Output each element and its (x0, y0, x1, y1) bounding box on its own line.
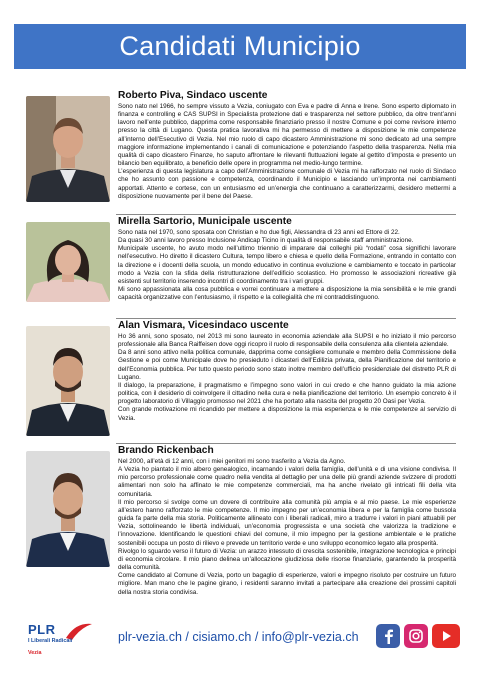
plr-logo (26, 620, 96, 660)
candidate-name: Alan Vismara, Vicesindaco uscente (118, 320, 289, 331)
candidate-photo (26, 451, 110, 567)
logo-vezia: Vezia (28, 650, 42, 656)
bio-paragraph: Mi sono appassionata alla cosa pubblica e vorrei continuare a mettere a disposizione la mia sensibilità e le mie grandi capacità organizzative con l’entusiasmo, il rispetto e la collegialità che mi contraddistinguono. (118, 286, 456, 302)
divider (116, 214, 456, 215)
bio-paragraph: Come candidato al Comune di Vezia, porto un bagaglio di esperienze, valori e impegno risoluto per costruire un futuro migliore. Man mano che le pagine girano, i residenti saranno invitati a partecipare alla creazione dei prossimi capitoli della nostra storia condivisa. (118, 572, 456, 596)
bio-paragraph: Il mio percorso si svolge come un dovere di contribuire alla comunità più ampia e al mio paese. Le mie esperienze all’estero hanno rafforzato le mie competenze. Il mio impegno per un’economia libera e per la famiglia come bussola guida fa parte della mia storia. Politicamente allineato con i liberali radicali, miro a tradurre i valori in piani attuabili per Vezia, sottolineando le libertà individuali, un’economia progressista e una società che valorizza la tradizione e l’innovazione. Identificando le questioni chiavi del comune, il mio impegno per la gestione ambientale e le pratiche sostenibili occupa un posto di rilievo e prevede un territorio verde e uno sviluppo economico legato alla prosperità. (118, 498, 456, 547)
bio-paragraph: Il dialogo, la preparazione, il pragmatismo e l’impegno sono valori in cui credo e che hanno guidato la mia azione politica, con il desiderio di coinvolgere il cittadino nella cura e nella pianificazione del territorio. Un esempio concreto è il progetto laboratorio di Villaggio promosso nel 2021 che ha portato alla nascita del progetto 20 Oasi per Vezia. (118, 381, 456, 406)
youtube-icon[interactable] (432, 624, 460, 648)
candidate-name: Brando Rickenbach (118, 445, 214, 456)
bio-paragraph: Da quasi 30 anni lavoro presso Inclusione Andicap Ticino in qualità di responsabile staff amministrazione. (118, 237, 414, 245)
bio-paragraph: Municipale uscente, ho avuto modo nell’ultimo triennio di imparare dai colleghi più “rodati” cosa significhi lavorare nell’esecutivo. Ho diretto il dicastero Cultura, tempo libero e chiesa e quello della Formazione, entrando in contatto con la direzione e i docenti della scuola, un mondo educativo in continua evoluzione e cambiamento e toccato in particolar modo a Vezia con la sfida della ristrutturazione dell’edificio scolastico. Ho promosso le associazioni ricreative già esistenti sul territorio inserendo incontri di coordinamento tra i vari gruppi. (118, 245, 456, 285)
social-links (376, 624, 460, 648)
candidate-bio (118, 333, 456, 423)
divider (116, 318, 456, 319)
bio-paragraph: Sono nata nel 1970, sono sposata con Christian e ho due figli, Alessandra di 23 anni ed Ettore di 22. (118, 229, 400, 236)
candidate-bio (118, 458, 456, 597)
candidate-bio (118, 103, 456, 201)
bio-paragraph: L’esperienza di questa legislatura a capo dell’Amministrazione comunale di Vezia mi ha rafforzato nel ruolo di Sindaco che ho assunto con passione e competenza, coordinando il Municipio e lasciando un’impronta nei cambiamenti apportati. Attento e cortese, con un entusiasmo ed un’energia che continuano a caratterizzarmi, desidero mettermi a disposizione nuovamente per il bene del Paese. (118, 168, 456, 200)
candidate-bio (118, 229, 456, 302)
candidate-photo (26, 222, 110, 302)
bio-paragraph: A Vezia ho piantato il mio albero genealogico, incarnando i valori della famiglia, dell’unità e di una visione condivisa. Il mio percorso professionale come quadro nella vendita al dettaglio per una delle più grandi aziende svizzere di prodotti alimentari non solo ha affinato le mie competenze commerciali, ma ha anche rivelato gli intricati fili della vita comunitaria. (118, 466, 456, 498)
candidate-photo (26, 326, 110, 436)
title-banner (14, 24, 466, 69)
instagram-icon[interactable] (404, 624, 428, 648)
bio-paragraph: Con grande motivazione mi ricandido per mettere a disposizione la mia esperienza e le mie competenze al servizio di Vezia. (118, 406, 456, 422)
logo-subtitle: I Liberali Radicali (28, 638, 73, 644)
candidate-photo (26, 96, 110, 202)
contact-links[interactable]: plr-vezia.ch / cisiamo.ch / info@plr-vezia.ch (118, 630, 359, 644)
candidate-name: Mirella Sartorio, Municipale uscente (118, 216, 292, 227)
divider (116, 443, 456, 444)
logo-main-text: PLR (28, 622, 56, 637)
footer (0, 616, 480, 666)
bio-paragraph: Da 8 anni sono attivo nella politica comunale, dapprima come consigliere comunale e membro della Commissione della Gestione e poi come Municipale dove ho presieduto i dicasteri dell’Edilizia privata, della Pianificazione del territorio e dell’Economia pubblica. Per tutto questo periodo sono stato inoltre membro dell’ufficio presidenziale del distretto PLR di Lugano. (118, 349, 456, 381)
bio-paragraph: Ho 36 anni, sono sposato, nel 2013 mi sono laureato in economia aziendale alla SUPSI e ho iniziato il mio percorso professionale alla Banca Raiffeisen dove oggi ricopro il ruolo di responsabile della consulenza alla clientela aziendale. (118, 333, 456, 349)
page-title: Candidati Municipio (119, 31, 361, 61)
bio-paragraph: Nel 2000, all’età di 12 anni, con i miei genitori mi sono trasferito a Vezia da Agno. (118, 458, 346, 465)
bio-paragraph: Rivolgo lo sguardo verso il futuro di Vezia: un arazzo intessuto di crescita sostenibile, integrazione tecnologica e principi di economia circolare. Il mio piano delinea un’allocazione giudiziosa delle risorse finanziarie, garantendo la prosperità della comunità. (118, 547, 456, 572)
candidate-name: Roberto Piva, Sindaco uscente (118, 90, 268, 101)
facebook-icon[interactable] (376, 624, 400, 648)
bio-paragraph: Sono nato nel 1966, ho sempre vissuto a Vezia, coniugato con Eva e padre di Anna e Irene. Sono esperto diplomato in finanza e controlling e CAS SUPSI in Specialista protezione dati e trasparenza nel settore pubblico, da oltre trent’anni lavoro nell’ente pubblico, dapprima come responsabile finanziario presso il nostre Comune e poi come revisore interno presso la città di Lugano. Questa pratica lavorativa mi ha permesso di mettere a disposizione le mie competenze all’interno dell’Esecutivo di Vezia. Nel mio ruolo di capo dicastero Amministrazione mi sono dedicato ad una sempre maggiore informazione implementando i canali di comunicazione e potenziando l’aspetto della trasparenza. Nella mia qualità di capo dicastero Finanze, ho saputo affrontare le rilevanti fluttuazioni legate al gettito d’imposta e presento un bilancio ben equilibrato, a beneficio delle opere in programma nel medio-lungo termine. (118, 103, 456, 168)
